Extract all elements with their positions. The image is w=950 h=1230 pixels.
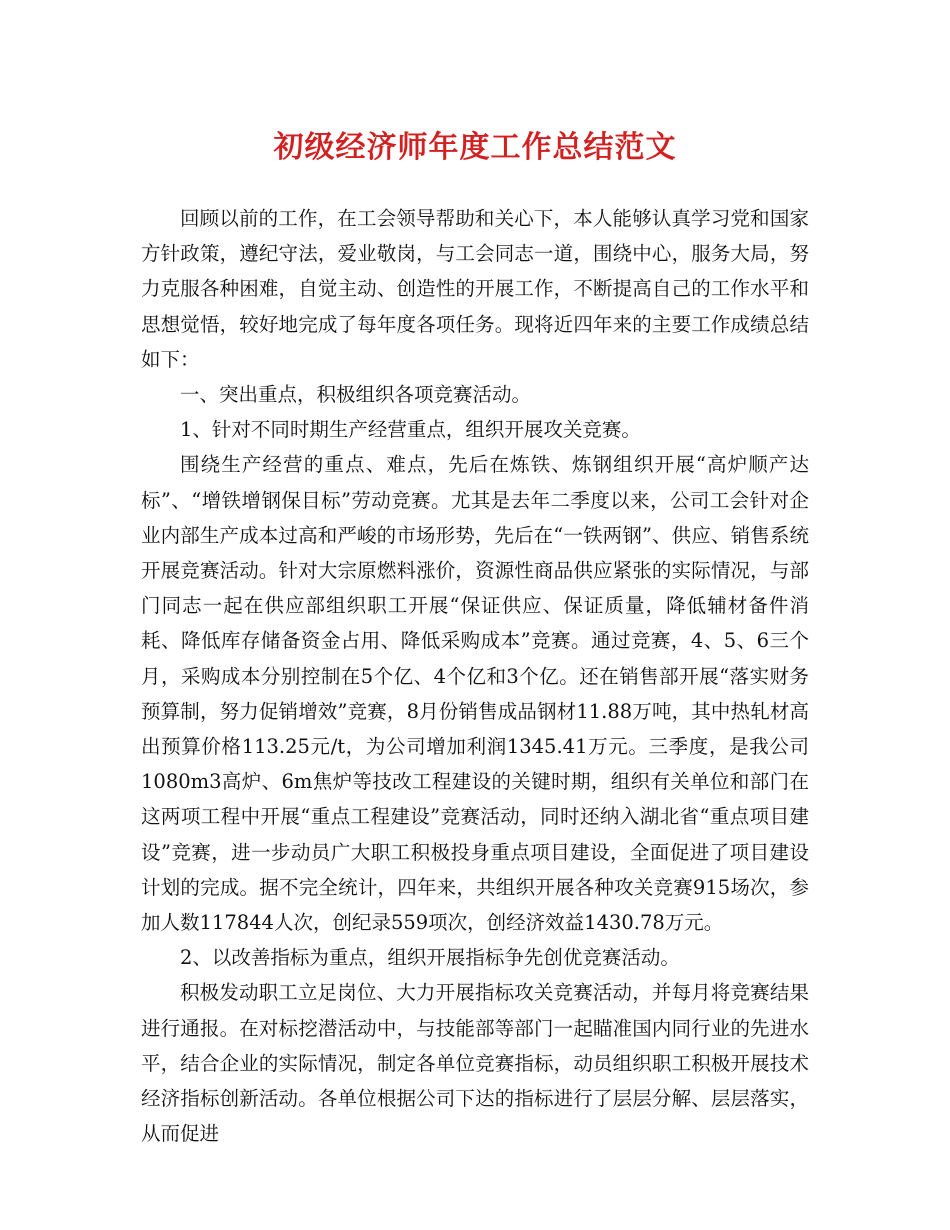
- document-title: 初级经济师年度工作总结范文: [273, 130, 677, 165]
- document-body: [141, 201, 809, 1151]
- subsection-heading-1: 1、针对不同时期生产经营重点，组织开展攻关竞赛。: [180, 418, 641, 442]
- paragraph-intro: 回顾以前的工作，在工会领导帮助和关心下，本人能够认真学习党和国家方针政策，遵纪守法，爱业敬岗，与工会同志一道，围绕中心，服务大局，努力克服各种困难，自觉主动、创造性的开展工作，不断提高自己的工作水平和思想觉悟，较好地完成了每年度各项任务。现将近四年来的主要工作成绩总结如下：: [141, 207, 809, 371]
- paragraph-indicators: 积极发动职工立足岗位、大力开展指标攻关竞赛活动，并每月将竞赛结果进行通报。在对标挖潜活动中，与技能部等部门一起瞄准国内同行业的先进水平，结合企业的实际情况，制定各单位竞赛指标，动员组织职工积极开展技术经济指标创新活动。各单位根据公司下达的指标进行了层层分解、层层落实，从而促进: [141, 981, 809, 1146]
- paragraph-competitions: 围绕生产经营的重点、难点，先后在炼铁、炼钢组织开展“高炉顺产达标”、“增铁增钢保目标”劳动竞赛。尤其是去年二季度以来，公司工会针对企业内部生产成本过高和严峻的市场形势，先后在“一铁两钢”、供应、销售系统开展竞赛活动。针对大宗原燃料涨价，资源性商品供应紧张的实际情况，与部门同志一起在供应部组织职工开展“保证供应、保证质量，降低辅材备件消耗、降低库存储备资金占用、降低采购成本”竞赛。通过竞赛，4、5、6三个月，采购成本分别控制在5个亿、4个亿和3个亿。还在销售部开展“落实财务预算制，努力促销增效”竞赛，8月份销售成品钢材11.88万吨，其中热轧材高出预算价格113.25元/t，为公司增加利润1345.41万元。三季度，是我公司1080m3高炉、6m焦炉等技改工程建设的关键时期，组织有关单位和部门在这两项工程中开展“重点工程建设”竞赛活动，同时还纳入湖北省“重点项目建设”竞赛，进一步动员广大职工积极投身重点项目建设，全面促进了项目建设计划的完成。据不完全统计，四年来，共组织开展各种攻关竞赛915场次，参加人数117844人次，创纪录559项次，创经济效益1430.78万元。: [141, 453, 809, 935]
- subsection-heading-2: 2、以改善指标为重点，组织开展指标争先创优竞赛活动。: [180, 946, 680, 970]
- section-heading-1: 一、突出重点，积极组织各项竞赛活动。: [180, 383, 532, 407]
